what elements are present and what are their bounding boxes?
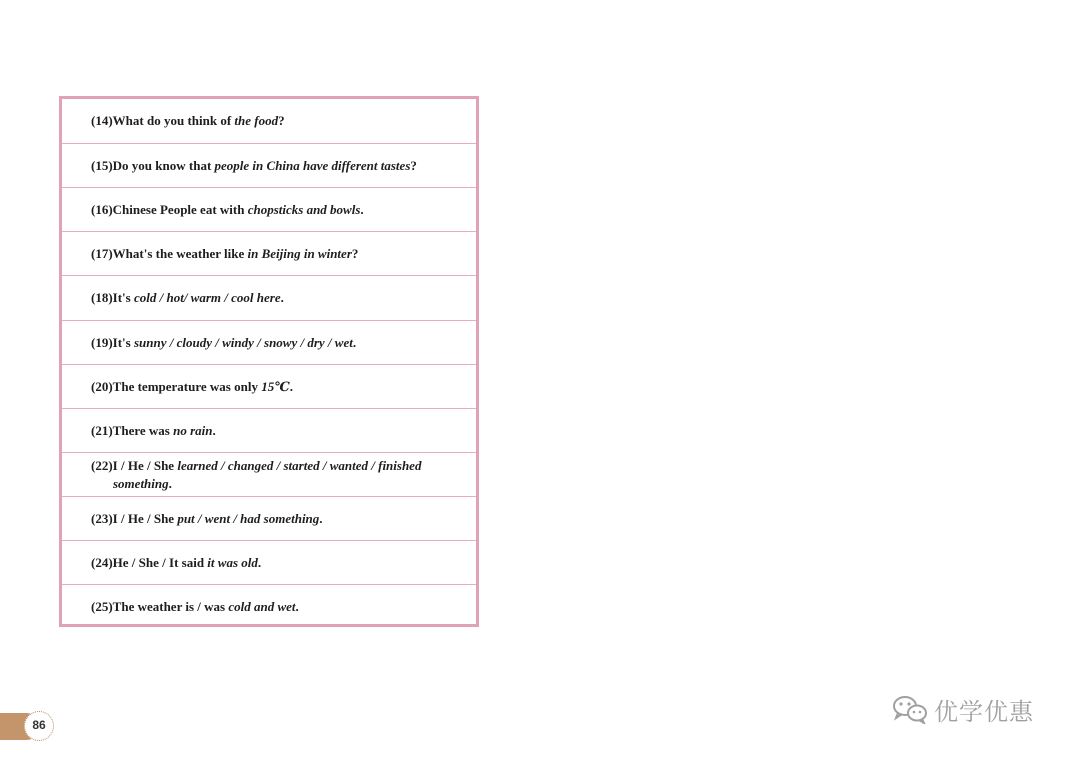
table-row (62, 231, 476, 275)
row-text (91, 113, 285, 129)
row-number: (15) (91, 158, 113, 174)
row-text (91, 379, 293, 395)
table-row (62, 408, 476, 452)
row-text (91, 511, 323, 527)
row-text (91, 335, 356, 351)
sentence-frame: . (280, 290, 284, 306)
sentence-frame: He / She / It said (112, 555, 208, 570)
example-phrase: people in China have different tastes (214, 158, 411, 174)
row-text (91, 290, 284, 306)
table-row (62, 320, 476, 364)
sentence-frame: . (289, 378, 294, 394)
row-text (91, 423, 216, 439)
row-number: (20) (91, 378, 113, 394)
example-phrase: sunny / cloudy / windy / snowy / dry / wet (133, 334, 353, 350)
example-phrase: learned / changed / started / wanted / finished (177, 457, 422, 473)
table-row (62, 584, 476, 628)
sentence-frame: The temperature was only (112, 378, 262, 394)
sentence-frame: The weather is / was (112, 599, 229, 615)
example-phrase: cold and wet (228, 599, 296, 615)
row-number: (19) (91, 334, 113, 350)
table-row (62, 540, 476, 584)
table-row (62, 143, 476, 187)
sentence-frame: . (295, 599, 299, 615)
row-text (91, 202, 364, 218)
row-text (91, 158, 417, 174)
sentence-frame: I / He / She (112, 510, 178, 526)
example-phrase: in Beijing in winter (247, 246, 352, 262)
sentence-frame: ? (351, 246, 359, 262)
phrase-table (59, 96, 479, 627)
sentence-frame: Chinese People eat with (112, 202, 248, 218)
row-text (91, 555, 261, 571)
row-text (91, 599, 299, 615)
example-phrase: put / went / had something (177, 510, 320, 526)
table-row (62, 452, 476, 496)
sentence-frame: What's the weather like (112, 246, 248, 262)
sentence-frame: . (319, 510, 323, 526)
row-number: (16) (91, 202, 113, 218)
wechat-icon (892, 694, 928, 724)
table-row (62, 364, 476, 408)
page-number: 86 (24, 711, 54, 741)
example-phrase: the food (234, 113, 279, 128)
sentence-frame: . (352, 334, 357, 350)
row-text-continued (113, 476, 172, 492)
sentence-frame: . (168, 475, 172, 491)
example-phrase: cold / hot/ warm / cool here (133, 290, 281, 306)
watermark-text: 优学优惠 (934, 697, 1034, 726)
sentence-frame: . (360, 202, 364, 218)
table-row (62, 187, 476, 231)
sentence-frame: Do you know that (112, 158, 215, 174)
sentence-frame: It's (112, 334, 134, 350)
example-phrase: it was old (207, 555, 258, 570)
row-number: (23) (91, 510, 113, 526)
row-text (91, 458, 421, 474)
sentence-frame: I / He / She (112, 457, 178, 473)
row-text (91, 246, 358, 262)
watermark (892, 692, 1034, 726)
row-number: (18) (91, 290, 113, 306)
row-number: (24) (91, 555, 113, 570)
example-phrase: 15℃ (261, 378, 290, 394)
table-row (62, 99, 476, 143)
row-number: (22) (91, 457, 113, 473)
sentence-frame: What do you think of (112, 113, 235, 128)
row-number: (14) (91, 113, 113, 128)
example-phrase: chopsticks and bowls (247, 202, 361, 218)
sentence-frame: There was (112, 422, 174, 438)
row-number: (21) (91, 422, 113, 438)
example-phrase: something (113, 475, 169, 491)
sentence-frame: . (257, 555, 262, 570)
row-number: (17) (91, 246, 113, 262)
table-row (62, 496, 476, 540)
example-phrase: no rain (173, 422, 213, 438)
sentence-frame: ? (410, 158, 417, 174)
table-row (62, 275, 476, 319)
sentence-frame: It's (112, 290, 134, 306)
sentence-frame: ? (278, 113, 285, 128)
sentence-frame: . (212, 422, 216, 438)
row-number: (25) (91, 599, 113, 615)
